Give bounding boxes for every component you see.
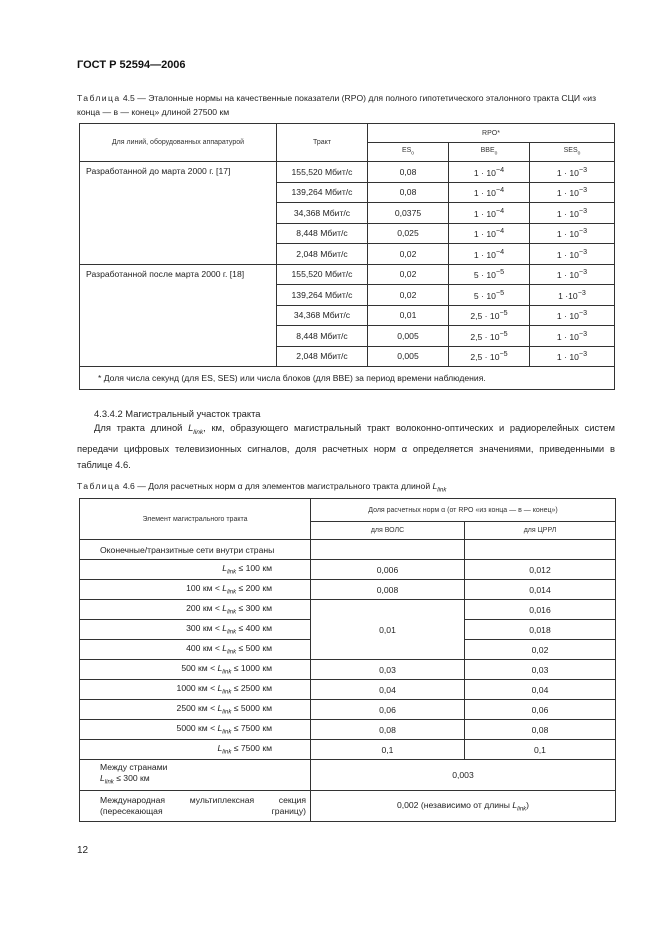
cell-crrl: 0,016 — [465, 600, 616, 620]
cell-crrl: 0,08 — [465, 720, 616, 740]
caption-label: Таблица — [77, 93, 121, 103]
cell-es: 0,0375 — [368, 203, 449, 224]
cell-ses: $1 \cdot 10^{-3}$ — [530, 305, 615, 326]
table-row — [80, 560, 616, 580]
table-4-5 — [79, 123, 615, 390]
cell-element: 100 км < $L_{link} \le 200$ км — [80, 580, 311, 600]
cell-crrl: 0,1 — [465, 740, 616, 760]
cell-ses: $1 \cdot 10^{-3}$ — [530, 223, 615, 244]
cell-vols: 0,006 — [311, 560, 465, 580]
cell-es: 0,005 — [368, 346, 449, 367]
cell-element: 200 км < $L_{link} \le 300$ км — [80, 600, 311, 620]
cell-path: 155,520 Мбит/с — [277, 264, 368, 285]
cell-bbe: $2,5 \cdot 10^{-5}$ — [449, 326, 530, 347]
cell-path: 8,448 Мбит/с — [277, 223, 368, 244]
col-header-element: Элемент магистрального тракта — [80, 499, 311, 540]
table-row — [80, 264, 615, 285]
cell-es: 0,01 — [368, 305, 449, 326]
cell-element-between: Между странами $L_{link} \le 300$ км — [80, 760, 311, 791]
caption-label: Таблица — [77, 481, 121, 491]
cell-bbe: $1 \cdot 10^{-4}$ — [449, 203, 530, 224]
cell-crrl: 0,018 — [465, 620, 616, 640]
table-row — [80, 740, 616, 760]
cell-between-value: 0,003 — [311, 760, 616, 791]
cell-ses: $1 \cdot 10^{-3}$ — [530, 326, 615, 347]
cell-path: 8,448 Мбит/с — [277, 326, 368, 347]
col-header-ses: $SES_0$ — [530, 143, 615, 162]
table-row — [80, 600, 616, 620]
cell-vols: 0,008 — [311, 580, 465, 600]
cell-path: 155,520 Мбит/с — [277, 162, 368, 183]
table-4-6-caption: Таблица 4.6 — Доля расчетных норм α для элементов магистрального тракта длиной $L_{link}$ — [77, 481, 447, 494]
col-header-share: Доля расчетных норм α (от RPO «из конца — в — конец») — [311, 499, 616, 522]
cell-ses: $1 \cdot 10^{-3}$ — [530, 346, 615, 367]
cell-es: 0,025 — [368, 223, 449, 244]
table-row — [80, 660, 616, 680]
cell-path: 2,048 Мбит/с — [277, 346, 368, 367]
cell-vols: 0,08 — [311, 720, 465, 740]
cell-crrl: 0,014 — [465, 580, 616, 600]
cell-path: 34,368 Мбит/с — [277, 203, 368, 224]
cell-element: Оконечные/транзитные сети внутри страны — [80, 540, 311, 560]
cell-element: 500 км < $L_{link} \le 1000$ км — [80, 660, 311, 680]
cell-crrl: 0,06 — [465, 700, 616, 720]
cell-path: 2,048 Мбит/с — [277, 244, 368, 265]
cell-crrl: 0,012 — [465, 560, 616, 580]
cell-es: 0,08 — [368, 162, 449, 183]
cell-bbe: $2,5 \cdot 10^{-5}$ — [449, 346, 530, 367]
cell-bbe: $2,5 \cdot 10^{-5}$ — [449, 305, 530, 326]
cell-es: 0,02 — [368, 285, 449, 306]
table-4-5-caption — [77, 91, 617, 119]
cell-element: 5000 км < $L_{link} \le 7500$ км — [80, 720, 311, 740]
cell-element: $L_{link} \le 100$ км — [80, 560, 311, 580]
caption-text: 4.6 — Доля расчетных норм α для элементов магистрального тракта длиной — [122, 481, 433, 491]
cell-ses: $1 \cdot 10^{-3}$ — [530, 203, 615, 224]
table-4-6 — [79, 498, 616, 822]
table-row — [80, 720, 616, 740]
group-label: Разработанной до марта 2000 г. [17] — [80, 162, 277, 265]
cell-bbe: $5 \cdot 10^{-5}$ — [449, 264, 530, 285]
cell-intl-value: 0,002 (независимо от длины $L_{link}$) — [311, 791, 616, 822]
cell-element: 1000 км < $L_{link} \le 2500$ км — [80, 680, 311, 700]
col-header-bbe: $BBE_0$ — [449, 143, 530, 162]
section-paragraph: Для тракта длиной $L_{link}$, км, образующего магистральный тракт волоконно-оптических и радиорелейных систем передачи цифровых телевизионных сигналов, доля расчетных норм α определяется значениями, приведенными в таблице 4.6. — [77, 422, 615, 470]
col-header-rpo: RPO* — [368, 124, 615, 143]
cell-element: 300 км < $L_{link} \le 400$ км — [80, 620, 311, 640]
table-row — [80, 700, 616, 720]
table-row — [80, 162, 615, 183]
cell-element-intl: Международная мультиплексная секция (пересекающая границу) — [80, 791, 311, 822]
cell-vols: 0,06 — [311, 700, 465, 720]
cell-vols — [311, 540, 465, 560]
col-header-path: Тракт — [277, 124, 368, 162]
cell-crrl — [465, 540, 616, 560]
group-label: Разработанной после марта 2000 г. [18] — [80, 264, 277, 367]
cell-bbe: $1 \cdot 10^{-4}$ — [449, 182, 530, 203]
cell-es: 0,005 — [368, 326, 449, 347]
cell-ses: $1 \cdot 10^{-3}$ — [530, 162, 615, 183]
col-header-lines: Для линий, оборудованных аппаратурой — [80, 124, 277, 162]
cell-bbe: $5 \cdot 10^{-5}$ — [449, 285, 530, 306]
cell-ses: $1 \cdot 10^{-3}$ — [530, 244, 615, 265]
cell-element: 400 км < $L_{link} \le 500$ км — [80, 640, 311, 660]
cell-crrl: 0,03 — [465, 660, 616, 680]
cell-crrl: 0,04 — [465, 680, 616, 700]
page-number: 12 — [77, 845, 89, 856]
cell-path: 139,264 Мбит/с — [277, 182, 368, 203]
table-row — [80, 540, 616, 560]
table-row — [80, 791, 616, 822]
cell-vols: 0,04 — [311, 680, 465, 700]
cell-element: 2500 км < $L_{link} \le 5000$ км — [80, 700, 311, 720]
cell-bbe: $1 \cdot 10^{-4}$ — [449, 244, 530, 265]
cell-bbe: $1 \cdot 10^{-4}$ — [449, 223, 530, 244]
cell-vols: 0,03 — [311, 660, 465, 680]
cell-ses: $1 \cdot 10^{-3}$ — [530, 285, 615, 306]
cell-element: $L_{link} \le 7500$ км — [80, 740, 311, 760]
cell-vols: 0,01 — [311, 600, 465, 660]
cell-es: 0,08 — [368, 182, 449, 203]
cell-ses: $1 \cdot 10^{-3}$ — [530, 264, 615, 285]
table-row — [80, 680, 616, 700]
caption-text: 4.5 — Эталонные нормы на качественные показатели (RPO) для полного гипотетического эталонного тракта СЦИ «из конца — в — конец» длиной 27500 км — [77, 93, 597, 117]
cell-bbe: $1 \cdot 10^{-4}$ — [449, 162, 530, 183]
cell-es: 0,02 — [368, 244, 449, 265]
table-row — [80, 580, 616, 600]
table-footnote: * Доля числа секунд (для ES, SES) или числа блоков (для BBE) за период времени наблюдения. — [80, 367, 615, 390]
cell-crrl: 0,02 — [465, 640, 616, 660]
col-header-crrl: для ЦРРЛ — [465, 522, 616, 540]
cell-es: 0,02 — [368, 264, 449, 285]
section-heading: 4.3.4.2 Магистральный участок тракта — [94, 408, 261, 419]
col-header-es: $ES_0$ — [368, 143, 449, 162]
cell-vols: 0,1 — [311, 740, 465, 760]
cell-ses: $1 \cdot 10^{-3}$ — [530, 182, 615, 203]
col-header-vols: для ВОЛС — [311, 522, 465, 540]
document-header: ГОСТ Р 52594—2006 — [77, 59, 186, 71]
cell-path: 34,368 Мбит/с — [277, 305, 368, 326]
cell-path: 139,264 Мбит/с — [277, 285, 368, 306]
table-row — [80, 760, 616, 791]
